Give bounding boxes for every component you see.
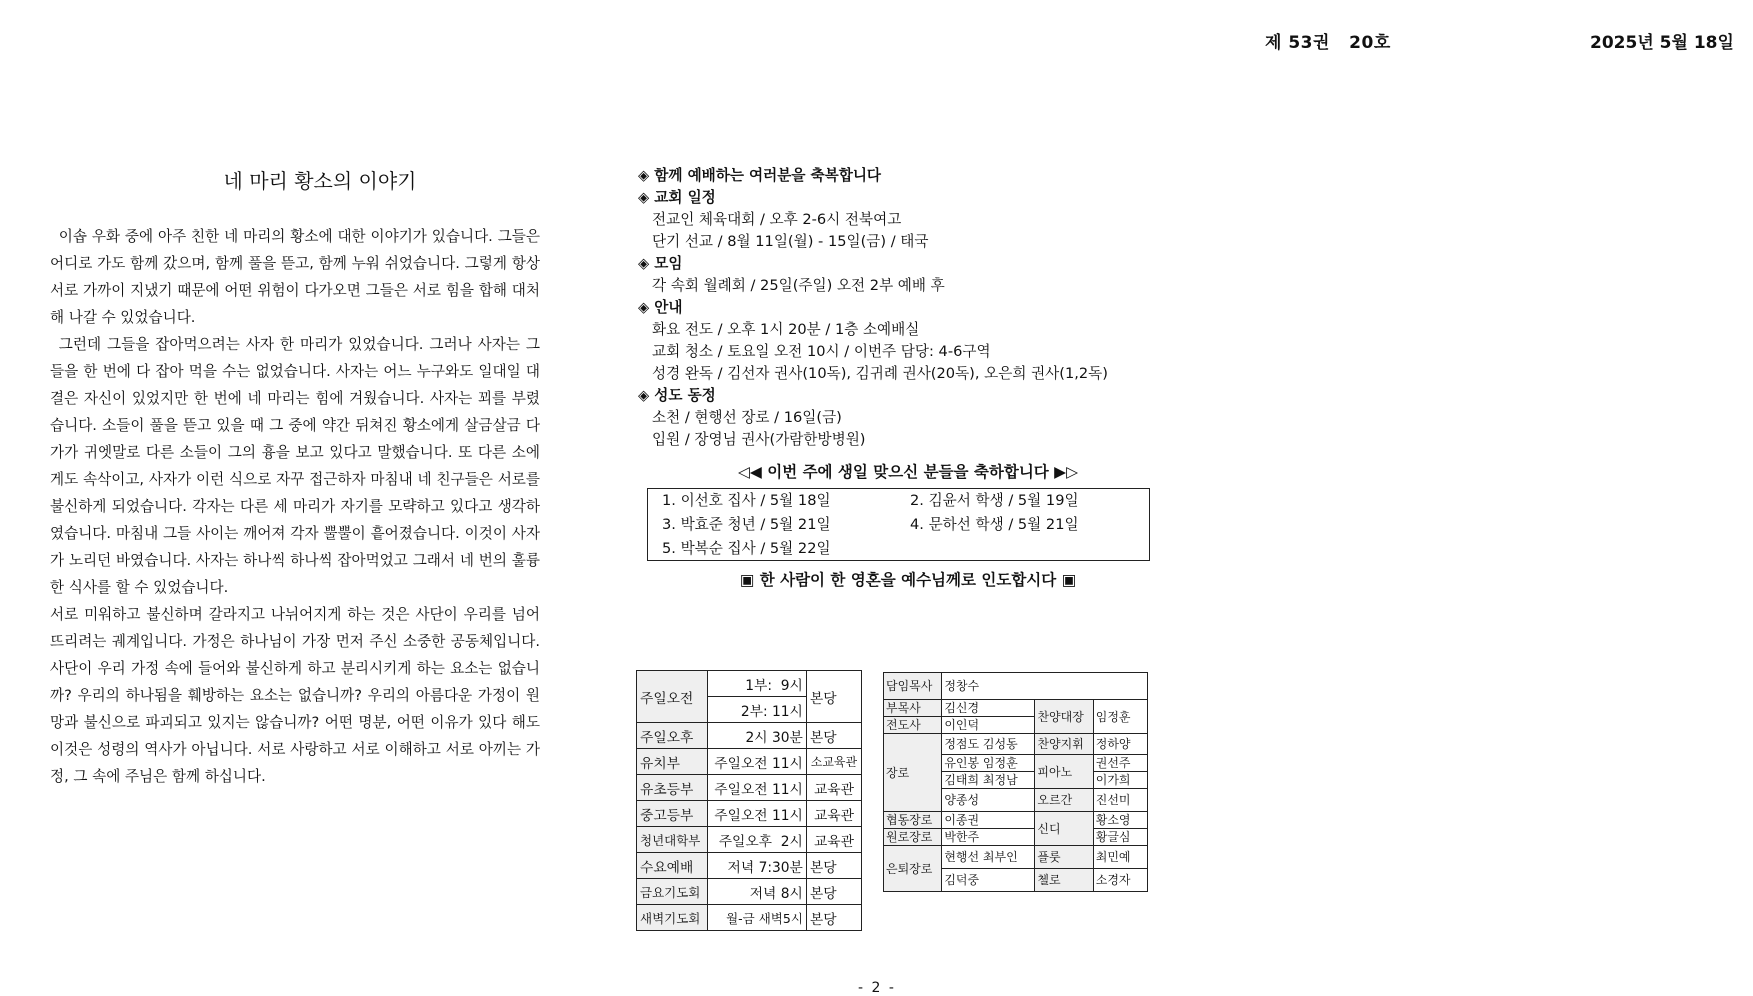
worship-schedule-table: [636, 670, 862, 931]
staff-label: 오르간: [1035, 789, 1093, 812]
staff-name: 최민예: [1093, 846, 1147, 869]
birthday-entry: 3. 박효준 청년 / 5월 21일: [662, 516, 831, 533]
table-row: [637, 801, 862, 827]
section-heading: ◈ 교회 일정: [638, 189, 716, 206]
story-paragraph: 이솝 우화 중에 아주 친한 네 마리의 황소에 대한 이야기가 있습니다. 그들은 어디로 가도 함께 갔으며, 함께 풀을 뜯고, 함께 누워 쉬었습니다. 그렇게 항상 서로 가까이 지냈기 때문에 어떤 위험이 다가오면 그들은 서로 힘을 합해 대처해 나갈 수 있었습니다.: [50, 228, 540, 326]
birthday-entry: 2. 김윤서 학생 / 5월 19일: [910, 492, 1079, 509]
table-row: [884, 673, 1148, 700]
table-row: [637, 905, 862, 931]
section-heading: ◈ 안내: [638, 299, 683, 316]
staff-name: 황글심: [1093, 829, 1147, 846]
staff-label: 찬양지휘: [1035, 734, 1093, 755]
staff-label: 플룻: [1035, 846, 1093, 869]
staff-label: 원로장로: [884, 829, 942, 846]
service-time: 주일오전 11시: [708, 775, 807, 801]
staff-name: 진선미: [1093, 789, 1147, 812]
service-time: 저녁 8시: [708, 879, 807, 905]
table-row: [884, 700, 1148, 717]
service-name: 새벽기도회: [637, 905, 708, 931]
birthday-box: [647, 488, 1150, 561]
staff-name: 김신경: [942, 700, 1035, 717]
staff-name: 김태희 최정남: [942, 772, 1035, 789]
staff-name: 정하양: [1093, 734, 1147, 755]
staff-label: 은퇴장로: [884, 846, 942, 892]
announcement-item: 각 속회 월례회 / 25일(주일) 오전 2부 예배 후: [652, 277, 945, 294]
table-row: [637, 827, 862, 853]
staff-label: 신디: [1035, 812, 1093, 846]
staff-name: 소경자: [1093, 869, 1147, 892]
service-place: 본당: [806, 879, 861, 905]
service-name: 청년대학부: [637, 827, 708, 853]
service-name: 주일오전: [637, 671, 708, 723]
announcement-item: 단기 선교 / 8월 11일(월) - 15일(금) / 태국: [652, 233, 929, 250]
service-time: 2시 30분: [708, 723, 807, 749]
staff-name: 정창수: [942, 673, 1148, 700]
staff-label: 찬양대장: [1035, 700, 1093, 734]
service-place: 교육관: [806, 801, 861, 827]
staff-name: 이종권: [942, 812, 1035, 829]
service-name: 수요예배: [637, 853, 708, 879]
table-row: [637, 723, 862, 749]
page-number: - 2 -: [858, 980, 896, 996]
birthday-entry: 1. 이선호 집사 / 5월 18일: [662, 492, 831, 509]
staff-name: 권선주: [1093, 755, 1147, 772]
table-row: [884, 846, 1148, 869]
service-name: 주일오후: [637, 723, 708, 749]
service-time: 주일오전 11시: [708, 801, 807, 827]
table-row: [637, 749, 862, 775]
staff-label: 부목사: [884, 700, 942, 717]
service-place: 본당: [806, 853, 861, 879]
staff-label: 첼로: [1035, 869, 1093, 892]
service-time: 저녁 7:30분: [708, 853, 807, 879]
service-place: 본당: [806, 671, 861, 723]
staff-name: 현행선 최부인: [942, 846, 1035, 869]
birthday-entry: 4. 문하선 학생 / 5월 21일: [910, 516, 1079, 533]
service-place: 교육관: [806, 775, 861, 801]
service-name: 유치부: [637, 749, 708, 775]
story-title: 네 마리 황소의 이야기: [223, 169, 417, 193]
staff-label: 협동장로: [884, 812, 942, 829]
table-row: [637, 671, 862, 697]
table-row: [884, 734, 1148, 755]
announcement-item: 입원 / 장영님 권사(가람한방병원): [652, 431, 866, 448]
birthday-entry: 5. 박복순 집사 / 5월 22일: [662, 540, 831, 557]
section-heading: ◈ 모임: [638, 255, 683, 272]
table-row: [884, 829, 1148, 846]
announcement-item: 성경 완독 / 김선자 권사(10독), 김귀례 권사(20독), 오은희 권사(1,2독): [652, 365, 1108, 382]
table-row: [884, 812, 1148, 829]
service-time: 월-금 새벽5시: [708, 905, 807, 931]
service-time: 2부: 11시: [708, 697, 807, 723]
welcome-heading: ◈ 함께 예배하는 여러분을 축복합니다: [638, 167, 882, 184]
issue-number: 제 53권 20호: [1265, 33, 1391, 53]
service-name: 중고등부: [637, 801, 708, 827]
table-row: [637, 853, 862, 879]
service-time: 주일오전 11시: [708, 749, 807, 775]
issue-date: 2025년 5월 18일: [1590, 33, 1734, 53]
service-name: 유초등부: [637, 775, 708, 801]
table-row: [637, 775, 862, 801]
service-place: 소교육관: [806, 749, 861, 775]
announcement-item: 소천 / 현행선 장로 / 16일(금): [652, 409, 842, 426]
birthday-title: ◁◀ 이번 주에 생일 맞으신 분들을 축하합니다 ▶▷: [738, 463, 1078, 481]
staff-label: 피아노: [1035, 755, 1093, 789]
announcement-item: 전교인 체육대회 / 오후 2-6시 전북여고: [652, 211, 902, 228]
story-paragraph: 서로 미워하고 불신하며 갈라지고 나뉘어지게 하는 것은 사단이 우리를 넘어뜨리려는 궤계입니다. 가정은 하나님이 가장 먼저 주신 소중한 공동체입니다. 사단이 우리 가정 속에 들어와 불신하게 하고 분리시키게 하는 요소는 없습니까? 우리의 하나됨을 훼방하는 요소는 없습니까? 우리의 아름다운 가정이 원망과 불신으로 파괴되고 있지는 않습니까? 어떤 명분, 어떤 이유가 있다 해도 이것은 성령의 역사가 아닙니다. 서로 사랑하고 서로 이해하고 서로 아끼는 가정, 그 속에 주님은 함께 하십니다.: [50, 606, 540, 785]
staff-label: 전도사: [884, 717, 942, 734]
announcements: [638, 165, 1198, 451]
service-name: 금요기도회: [637, 879, 708, 905]
staff-label: 장로: [884, 734, 942, 812]
staff-name: 이가희: [1093, 772, 1147, 789]
church-staff-table: [883, 672, 1148, 892]
story-body: [50, 223, 540, 790]
staff-name: 양종성: [942, 789, 1035, 812]
story-paragraph: 그런데 그들을 잡아먹으려는 사자 한 마리가 있었습니다. 그러나 사자는 그들을 한 번에 다 잡아 먹을 수는 없었습니다. 사자는 어느 누구와도 일대일 대결은 자신이 있었지만 한 번에 네 마리는 힘에 겨웠습니다. 사자는 꾀를 부렸습니다. 소들이 풀을 뜯고 있을 때 그 중에 약간 뒤쳐진 황소에게 살금살금 다가가 귀엣말로 다른 소들이 그의 흉을 보고 있다고 말했습니다. 또 다른 소에게도 속삭이고, 사자가 이런 식으로 자꾸 접근하자 마침내 네 친구들은 서로를 불신하게 되었습니다. 각자는 다른 세 마리가 자기를 모략하고 있다고 생각하였습니다. 마침내 그들 사이는 깨어져 각자 뿔뿔이 흩어졌습니다. 이것이 사자가 노리던 바였습니다. 사자는 하나씩 하나씩 잡아먹었고 그래서 네 번의 훌륭한 식사를 할 수 있었습니다.: [50, 336, 540, 596]
staff-name: 황소영: [1093, 812, 1147, 829]
staff-name: 임정훈: [1093, 700, 1147, 734]
section-heading: ◈ 성도 동정: [638, 387, 716, 404]
church-motto: ▣ 한 사람이 한 영혼을 예수님께로 인도합시다 ▣: [739, 571, 1077, 589]
service-place: 본당: [806, 723, 861, 749]
announcement-item: 화요 전도 / 오후 1시 20분 / 1층 소예배실: [652, 321, 920, 338]
table-row: [637, 879, 862, 905]
staff-name: 김덕중: [942, 869, 1035, 892]
staff-name: 정점도 김성동: [942, 734, 1035, 755]
service-time: 1부: 9시: [708, 671, 807, 697]
service-place: 본당: [806, 905, 861, 931]
staff-name: 이인덕: [942, 717, 1035, 734]
staff-name: 박한주: [942, 829, 1035, 846]
announcement-item: 교회 청소 / 토요일 오전 10시 / 이번주 담당: 4-6구역: [652, 343, 991, 360]
staff-name: 유인봉 임정훈: [942, 755, 1035, 772]
service-place: 교육관: [806, 827, 861, 853]
staff-label: 담임목사: [884, 673, 942, 700]
service-time: 주일오후 2시: [708, 827, 807, 853]
